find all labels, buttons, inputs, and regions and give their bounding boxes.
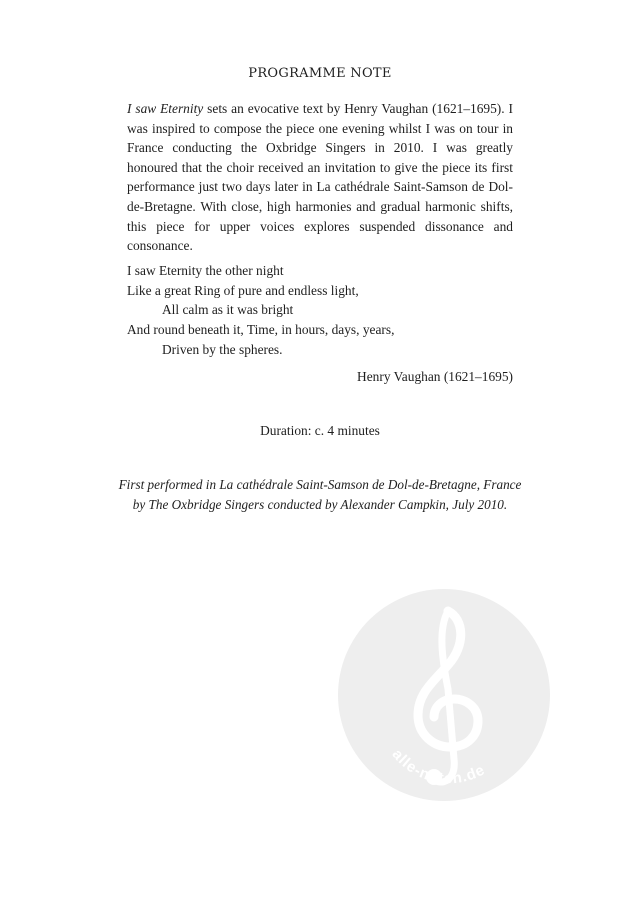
poem-line: I saw Eternity the other night bbox=[127, 263, 284, 278]
duration: Duration: c. 4 minutes bbox=[260, 423, 380, 438]
watermark-text: alle-noten.de bbox=[388, 745, 489, 788]
poem-author: Henry Vaughan (1621–1695) bbox=[357, 369, 513, 384]
poem-line: All calm as it was bright bbox=[162, 302, 294, 318]
poem bbox=[127, 261, 513, 360]
watermark-logo bbox=[338, 589, 550, 801]
premiere-line-2: by The Oxbridge Singers conducted by Alexander Campkin, July 2010. bbox=[132, 496, 508, 512]
poem-line: Driven by the spheres. bbox=[162, 341, 283, 357]
treble-clef-icon bbox=[338, 589, 550, 801]
programme-note-paragraph bbox=[127, 99, 513, 256]
poem-line: Like a great Ring of pure and endless light, bbox=[127, 282, 359, 298]
poem-line: And round beneath it, Time, in hours, days, years, bbox=[127, 322, 395, 338]
premiere-line-1: First performed in La cathédrale Saint-Samson de Dol-de-Bretagne, France bbox=[118, 477, 522, 492]
premiere-info bbox=[0, 475, 640, 514]
programme-note-body: sets an evocative text by Henry Vaughan (1621–1695). I was inspired to compose the piece one evening whilst I was on tour in France conducting the Oxbridge Singers in 2010. I was greatly honoured that the choir received an invitation to give the piece its first performance just two days later in La cathédrale Saint-Samson de Dol-de-Bretagne. With close, high harmonies and gradual harmonic shifts, this piece for upper voices explores suspended dissonance and consonance. bbox=[127, 101, 513, 254]
piece-title: I saw Eternity bbox=[127, 101, 204, 116]
page-heading: PROGRAMME NOTE bbox=[248, 66, 392, 81]
